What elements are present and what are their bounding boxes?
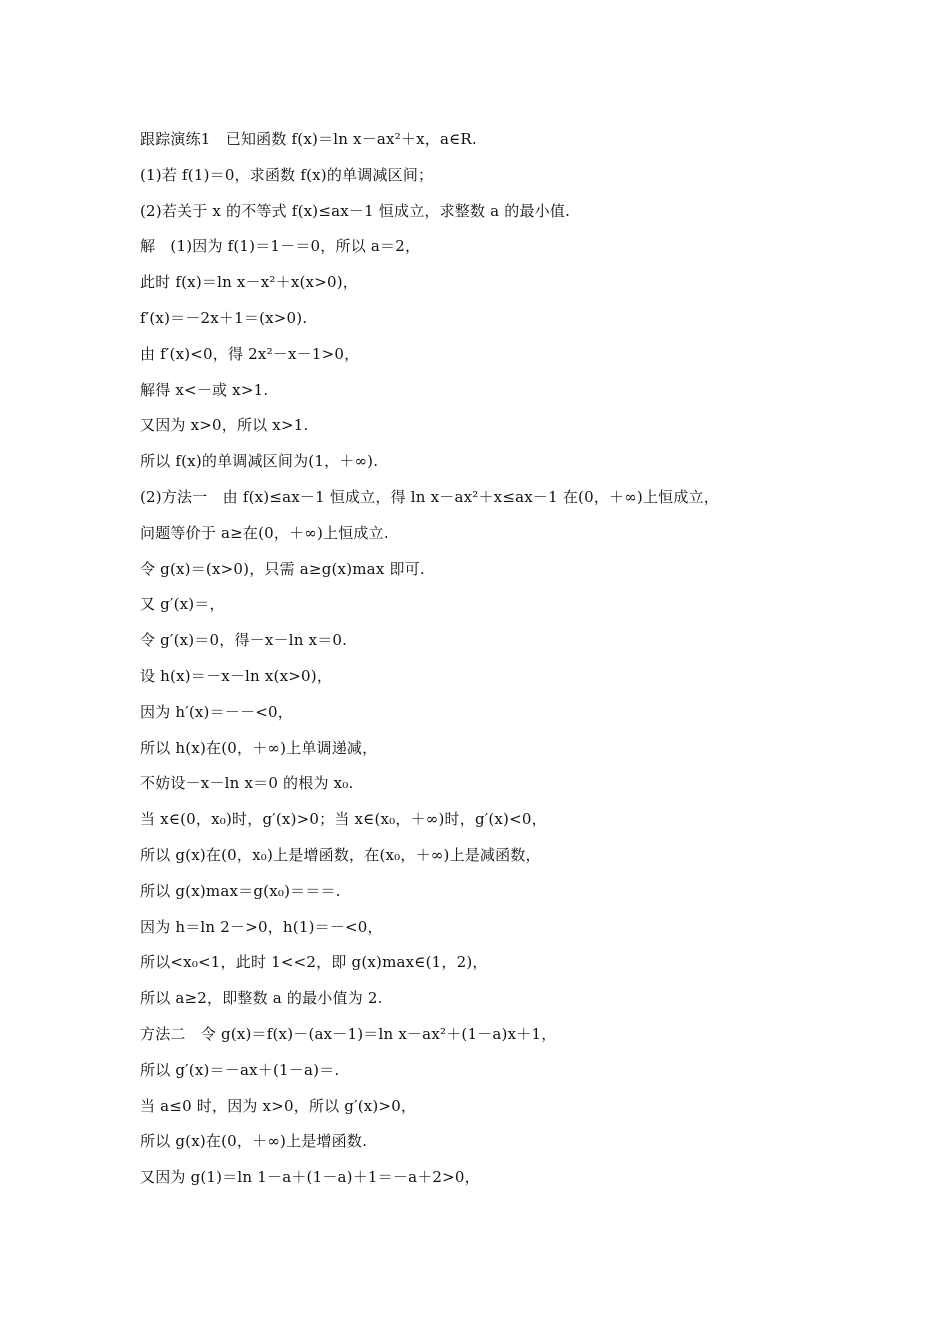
text-line: (2)方法一 由 f(x)≤ax－1 恒成立，得 ln x－ax²＋x≤ax－1 在(0，＋∞)上恒成立，	[140, 487, 719, 506]
text-line: (1)若 f(1)＝0，求函数 f(x)的单调减区间；	[140, 165, 434, 184]
text-line: 解 (1)因为 f(1)＝1－＝0，所以 a＝2，	[140, 237, 421, 256]
text-line: 所以 h(x)在(0，＋∞)上单调递减，	[140, 738, 378, 757]
text-line: 因为 h′(x)＝－－<0，	[140, 702, 293, 721]
text-line: 令 g′(x)＝0，得－x－ln x＝0.	[140, 631, 348, 650]
text-line: 又 g′(x)＝，	[140, 595, 225, 614]
text-line: 设 h(x)＝－x－ln x(x>0)，	[140, 666, 333, 685]
text-line: 此时 f(x)＝ln x－x²＋x(x>0)，	[140, 273, 358, 292]
text-line: 令 g(x)＝(x>0)，只需 a≥g(x)max 即可.	[140, 559, 425, 578]
text-line: 由 f′(x)<0，得 2x²－x－1>0，	[140, 344, 360, 363]
text-line: (2)若关于 x 的不等式 f(x)≤ax－1 恒成立，求整数 a 的最小值.	[140, 201, 571, 220]
document-body	[140, 125, 840, 1199]
text-line: 所以 g(x)在(0，x₀)上是增函数，在(x₀，＋∞)上是减函数，	[140, 845, 541, 864]
text-line: 所以<x₀<1，此时 1<<2，即 g(x)max∈(1，2)，	[140, 953, 488, 972]
text-line: 不妨设－x－ln x＝0 的根为 x₀.	[140, 774, 354, 793]
text-line: 解得 x<－或 x>1.	[140, 380, 269, 399]
text-line: 所以 g(x)在(0，＋∞)上是增函数.	[140, 1132, 368, 1151]
text-line: f′(x)＝－2x＋1＝(x>0).	[140, 308, 308, 327]
text-line: 又因为 x>0，所以 x>1.	[140, 416, 309, 435]
text-line: 当 x∈(0，x₀)时，g′(x)>0；当 x∈(x₀，＋∞)时，g′(x)<0，	[140, 810, 547, 829]
text-line: 所以 g(x)max＝g(x₀)＝＝＝.	[140, 881, 341, 900]
text-line: 又因为 g(1)＝ln 1－a＋(1－a)＋1＝－a＋2>0，	[140, 1168, 480, 1187]
text-line: 所以 f(x)的单调减区间为(1，＋∞).	[140, 452, 379, 471]
text-line: 问题等价于 a≥在(0，＋∞)上恒成立.	[140, 523, 389, 542]
text-line: 所以 g′(x)＝－ax＋(1－a)＝.	[140, 1060, 340, 1079]
text-line: 因为 h＝ln 2－>0，h(1)＝－<0，	[140, 917, 383, 936]
text-line: 当 a≤0 时，因为 x>0，所以 g′(x)>0，	[140, 1096, 417, 1115]
text-line: 所以 a≥2，即整数 a 的最小值为 2.	[140, 989, 383, 1008]
text-line: 方法二 令 g(x)＝f(x)－(ax－1)＝ln x－ax²＋(1－a)x＋1，	[140, 1024, 557, 1043]
text-line: 跟踪演练1 已知函数 f(x)＝ln x－ax²＋x，a∈R.	[140, 130, 477, 148]
